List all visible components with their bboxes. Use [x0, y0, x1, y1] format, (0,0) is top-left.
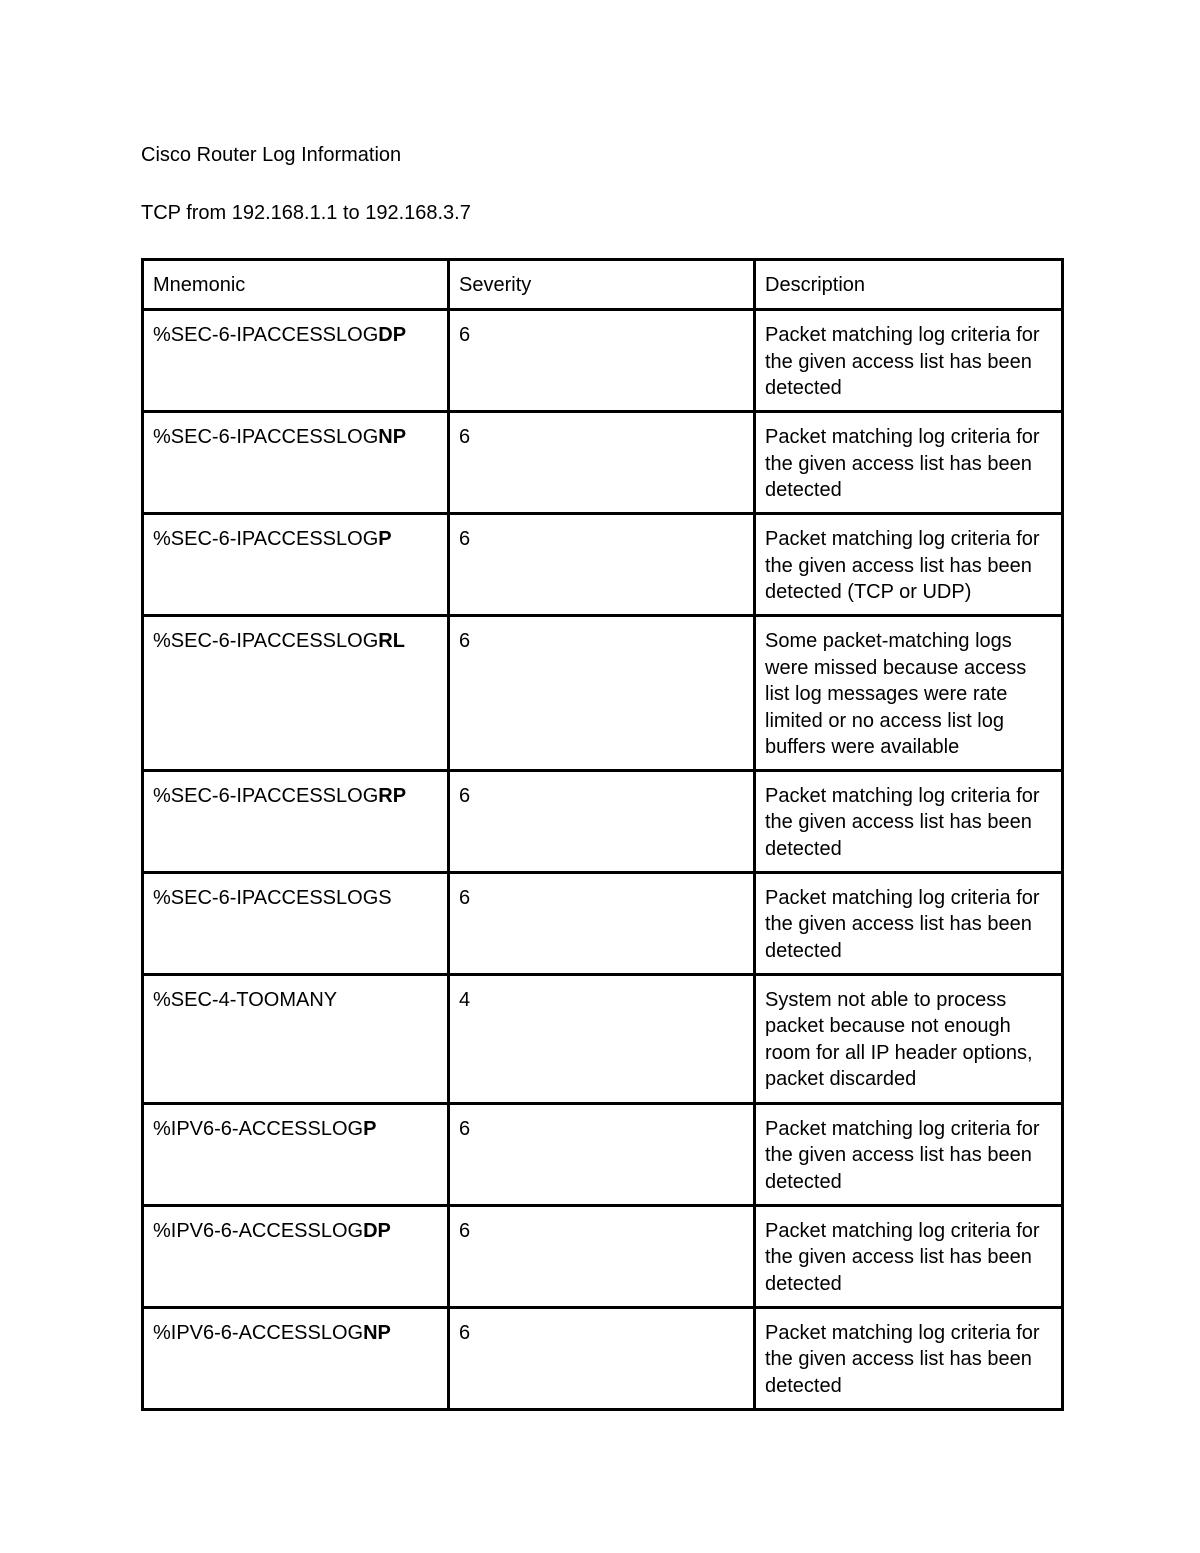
mnemonic-base: %SEC-6-IPACCESSLOG	[153, 630, 379, 652]
document-title: Cisco Router Log Information	[141, 144, 402, 166]
header-description: Description	[755, 260, 1063, 310]
cell-mnemonic	[143, 412, 449, 514]
table-row	[143, 974, 1063, 1103]
table-row	[143, 616, 1063, 771]
mnemonic-base: %SEC-6-IPACCESSLOG	[153, 784, 379, 807]
header-mnemonic: Mnemonic	[143, 260, 449, 310]
mnemonic-base: %IPV6-6-ACCESSLOG	[153, 1321, 364, 1344]
cell-mnemonic	[143, 872, 449, 974]
mnemonic-base: %IPV6-6-ACCESSLOG	[153, 1117, 364, 1140]
table-row	[143, 872, 1063, 974]
cell-description: Some packet-matching logs were missed because access list log messages were rate limited or no access list log buffers were available	[755, 616, 1063, 771]
cell-mnemonic	[143, 514, 449, 616]
cell-severity: 4	[449, 974, 755, 1103]
mnemonic-base: %SEC-6-IPACCESSLOG	[153, 324, 379, 346]
mnemonic-base: %SEC-6-IPACCESSLOGS	[153, 886, 392, 909]
mnemonic-suffix: DP	[363, 1219, 391, 1242]
mnemonic-suffix: P	[378, 528, 392, 550]
mnemonic-base: %SEC-6-IPACCESSLOG	[153, 528, 379, 550]
mnemonic-base: %IPV6-6-ACCESSLOG	[153, 1219, 364, 1242]
mnemonic-suffix: RP	[378, 784, 407, 807]
cell-description: Packet matching log criteria for the given access list has been detected	[755, 1307, 1063, 1409]
table-row	[143, 1307, 1063, 1409]
cell-severity: 6	[449, 770, 755, 872]
table-row	[143, 412, 1063, 514]
cell-mnemonic	[143, 1307, 449, 1409]
cell-severity: 6	[449, 412, 755, 514]
cell-severity: 6	[449, 1307, 755, 1409]
mnemonic-suffix: DP	[378, 324, 407, 346]
log-table	[141, 258, 1064, 1411]
mnemonic-suffix: P	[363, 1117, 377, 1140]
cell-mnemonic	[143, 310, 449, 412]
table-row	[143, 1103, 1063, 1205]
cell-description: Packet matching log criteria for the given access list has been detected	[755, 1205, 1063, 1307]
cell-severity: 6	[449, 872, 755, 974]
table-row	[143, 1205, 1063, 1307]
document-subtitle: TCP from 192.168.1.1 to 192.168.3.7	[141, 202, 471, 224]
cell-description: Packet matching log criteria for the given access list has been detected	[755, 1103, 1063, 1205]
cell-severity: 6	[449, 616, 755, 771]
table-body	[143, 310, 1063, 1410]
table-row	[143, 310, 1063, 412]
mnemonic-base: %SEC-4-TOOMANY	[153, 988, 338, 1011]
cell-mnemonic	[143, 1205, 449, 1307]
cell-description: Packet matching log criteria for the given access list has been detected	[755, 310, 1063, 412]
mnemonic-base: %SEC-6-IPACCESSLOG	[153, 426, 379, 448]
cell-mnemonic	[143, 770, 449, 872]
cell-mnemonic	[143, 974, 449, 1103]
mnemonic-suffix: NP	[378, 426, 407, 448]
cell-severity: 6	[449, 310, 755, 412]
mnemonic-suffix: RL	[378, 630, 405, 652]
table-header-row	[143, 260, 1063, 310]
cell-description: Packet matching log criteria for the given access list has been detected	[755, 872, 1063, 974]
cell-severity: 6	[449, 1205, 755, 1307]
cell-mnemonic	[143, 616, 449, 771]
cell-description: Packet matching log criteria for the given access list has been detected	[755, 412, 1063, 514]
cell-description: Packet matching log criteria for the given access list has been detected (TCP or UDP)	[755, 514, 1063, 616]
table-row	[143, 770, 1063, 872]
mnemonic-suffix: NP	[363, 1321, 391, 1344]
header-severity: Severity	[449, 260, 755, 310]
cell-mnemonic	[143, 1103, 449, 1205]
cell-description: System not able to process packet because not enough room for all IP header options, packet discarded	[755, 974, 1063, 1103]
cell-description: Packet matching log criteria for the given access list has been detected	[755, 770, 1063, 872]
cell-severity: 6	[449, 1103, 755, 1205]
table-row	[143, 514, 1063, 616]
cell-severity: 6	[449, 514, 755, 616]
